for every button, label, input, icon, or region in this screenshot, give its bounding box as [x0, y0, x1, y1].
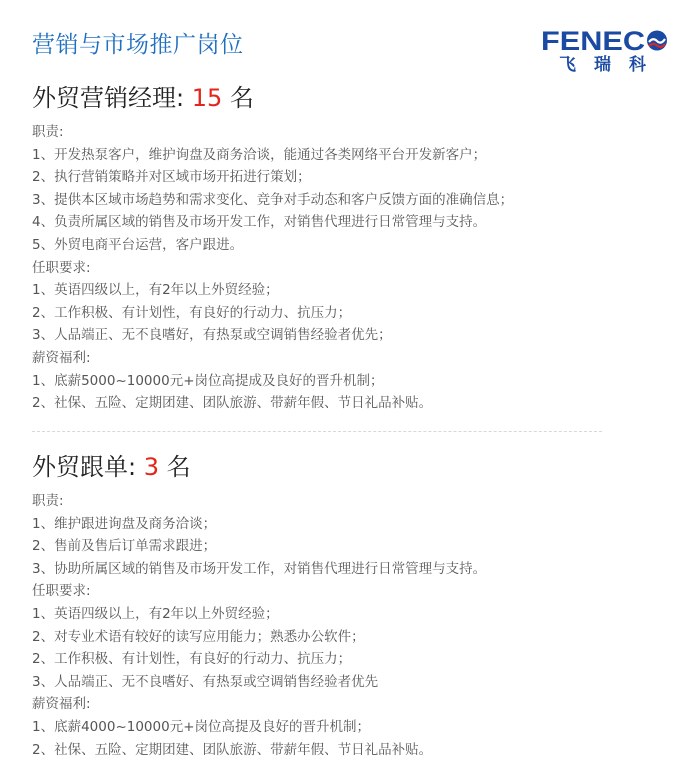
- requirement-item: 1、英语四级以上，有2年以上外贸经验；: [32, 605, 279, 622]
- benefit-item: 1、底薪4000~10000元+岗位高提及良好的晋升机制；: [32, 718, 371, 735]
- duties-label: 职责:: [32, 124, 64, 140]
- benefit-item: 2、社保、五险、定期团建、团队旅游、带薪年假、节日礼品补贴。: [32, 741, 433, 758]
- requirements-label: 任职要求:: [32, 583, 91, 600]
- duty-item: 4、负责所属区域的销售及市场开发工作，对销售代理进行日常管理与支持。: [32, 214, 487, 231]
- job-title-text: 外贸营销经理:: [32, 84, 185, 112]
- duty-item: 2、执行营销策略并对区域市场开拓进行策划；: [32, 169, 311, 186]
- benefits-label: 薪资福利:: [32, 696, 91, 713]
- duty-item: 5、外贸电商平台运营，客户跟进。: [32, 236, 244, 253]
- section-divider: [32, 431, 602, 432]
- duty-item: 2、售前及售后订单需求跟进；: [32, 538, 217, 555]
- requirement-item: 2、对专业术语有较好的读写应用能力；熟悉办公软件；: [32, 628, 365, 645]
- requirements-label: 任职要求:: [32, 259, 91, 276]
- job-posting-order-follower: [32, 452, 486, 761]
- svg-text:FENEC: FENEC: [541, 26, 645, 54]
- benefit-item: 1、底薪5000~10000元+岗位高提成及良好的晋升机制；: [32, 372, 384, 389]
- headcount: 3: [143, 453, 160, 481]
- benefits-label: 薪资福利:: [32, 349, 91, 366]
- headcount-unit: 名: [229, 84, 254, 112]
- company-logo: [541, 26, 668, 76]
- requirement-item: 2、工作积极、有计划性，有良好的行动力、抗压力；: [32, 651, 352, 668]
- duties-label: 职责:: [32, 493, 64, 509]
- requirement-item: 1、英语四级以上，有2年以上外贸经验；: [32, 282, 279, 299]
- headcount: 15: [191, 84, 223, 112]
- duty-item: 1、维护跟进询盘及商务洽谈；: [32, 515, 217, 532]
- requirement-item: 3、人品端正、无不良嗜好、有热泵或空调销售经验者优先: [32, 673, 379, 690]
- duty-item: 1、开发热泵客户，维护询盘及商务洽谈，能通过各类网络平台开发新客户；: [32, 146, 487, 163]
- headcount-unit: 名: [166, 453, 191, 481]
- job-title: [32, 452, 486, 482]
- duty-item: 3、提供本区域市场趋势和需求变化、竞争对手动态和客户反馈方面的准确信息；: [32, 191, 514, 208]
- page-title: 营销与市场推广岗位: [32, 32, 244, 58]
- duty-item: 3、协助所属区域的销售及市场开发工作，对销售代理进行日常管理与支持。: [32, 560, 487, 577]
- requirement-item: 2、工作积极、有计划性，有良好的行动力、抗压力；: [32, 304, 352, 321]
- job-title: [32, 83, 513, 113]
- feneco-logo-icon: [541, 26, 668, 54]
- logo-chinese-name: 飞瑞科: [559, 55, 664, 75]
- requirement-item: 3、人品端正、无不良嗜好，有热泵或空调销售经验者优先；: [32, 327, 392, 344]
- job-posting-marketing-manager: [32, 83, 513, 415]
- benefit-item: 2、社保、五险、定期团建、团队旅游、带薪年假、节日礼品补贴。: [32, 395, 433, 412]
- job-title-text: 外贸跟单:: [32, 453, 137, 481]
